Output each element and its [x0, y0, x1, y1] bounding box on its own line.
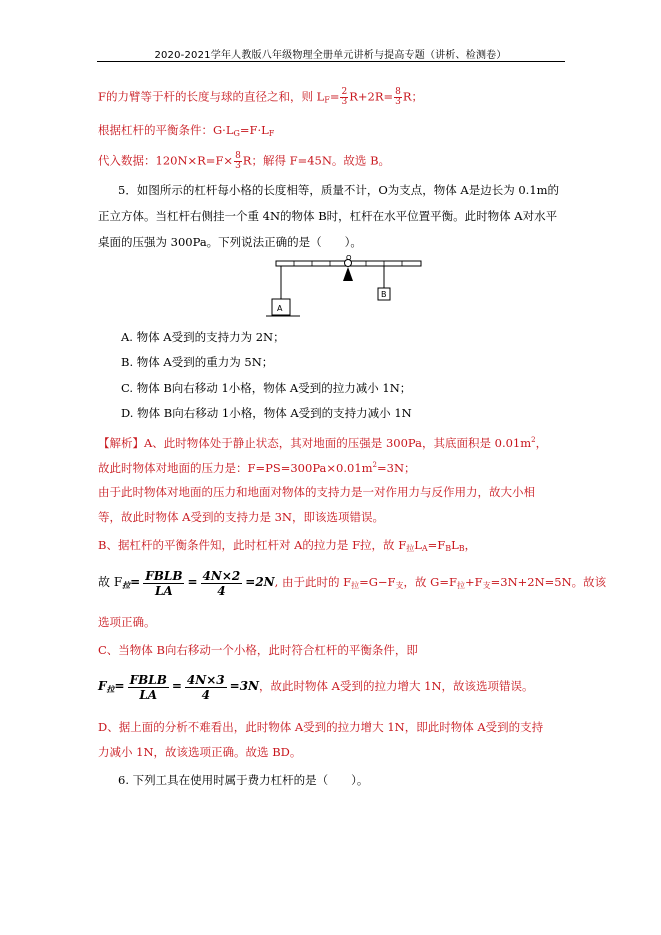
eq2-num: FBLB: [129, 672, 167, 687]
prev-line2-mid: =F·L: [239, 123, 269, 137]
eq2-num2: 4N×3: [186, 672, 225, 687]
analysis-line-2: [98, 458, 416, 475]
analysis-line-9: 力减小 1N，故该选项正确。故选 BD。: [98, 745, 302, 759]
eq1-tail-d: +F: [465, 575, 483, 589]
analysis-l5-sub4: B: [458, 544, 465, 553]
prev-line1-mid: R+2R=: [349, 89, 394, 104]
eq1-den2: 4: [217, 583, 226, 598]
analysis-l2-end: =3N；: [377, 461, 416, 475]
analysis-l2-text: 故此时物体对地面的压力是：F=PS=300Pa×0.01m: [98, 461, 373, 475]
analysis-line-1: [98, 433, 547, 450]
eq1-tail-sub3: 拉: [457, 581, 465, 590]
equation-2-line: [98, 670, 534, 705]
prev-line2-sub2: F: [268, 129, 275, 138]
eq1-equals-2: =: [187, 575, 198, 589]
pivot-label: O: [346, 255, 352, 262]
analysis-line-7: C、当物体 B向右移动一个小格，此时符合杠杆的平衡条件，即: [98, 643, 418, 657]
prev-solution-line-1: [98, 88, 423, 108]
frac-num: 8: [395, 87, 401, 97]
eq2-fraction-symbolic: [128, 673, 169, 702]
prev-line1-sub: F: [324, 95, 330, 105]
fraction-8-3: [234, 152, 242, 171]
analysis-line-4: 等，故此时物体 A受到的支持力是 3N，即该选项错误。: [98, 510, 384, 524]
eq1-sub: 拉: [122, 580, 131, 590]
eq2-fraction-numeric: [185, 673, 227, 702]
analysis-l5-d: L: [451, 538, 459, 552]
question6-line: 6. 下列工具在使用时属于费力杠杆的是（ ）。: [118, 773, 369, 787]
prev-line2-text: 根据杠杆的平衡条件：G·L: [98, 123, 234, 137]
frac-num: 8: [235, 151, 241, 161]
eq1-tail-b: =G−F: [359, 575, 396, 589]
eq2-tail: ，故此时物体 A受到的拉力增大 1N，故该选项错误。: [259, 679, 534, 693]
eq1-result: =2N: [245, 575, 275, 589]
analysis-line-3: 由于此时物体对地面的压力和地面对物体的支持力是一对作用力与反作用力，故大小相: [98, 485, 535, 499]
analysis-l5-sub2: A: [421, 544, 428, 553]
lever-figure: [266, 255, 426, 323]
option-c: C. 物体 B向右移动 1小格，物体 A受到的拉力减小 1N；: [121, 381, 412, 395]
equation-1-line: [98, 566, 606, 602]
eq2-den2: 4: [201, 687, 210, 702]
header-rule: [97, 61, 565, 62]
question5-line-1: 5．如图所示的杠杆每小格的长度相等，质量不计，O为支点，物体 A是边长为 0.1m的: [118, 183, 560, 197]
eq1-den: LA: [154, 583, 173, 598]
eq2-sub: 拉: [106, 684, 115, 694]
prev-line1-text: F的力臂等于杆的长度与球的直径之和，则 L: [98, 89, 325, 104]
page-header: 2020-2021学年人教版八年级物理全册单元讲析与提高专题（讲析、检测卷）: [154, 50, 507, 61]
prev-line3-end: R；解得 F=45N。故选 B。: [242, 153, 391, 168]
analysis-l5-a: B、据杠杆的平衡条件知，此时杠杆对 A的拉力是 F拉，故 F: [98, 538, 407, 552]
prev-line3-text: 代入数据：120N×R=F×: [98, 153, 234, 168]
option-a: A. 物体 A受到的支持力为 2N；: [121, 330, 285, 344]
eq2-equals: =: [114, 679, 125, 693]
eq1-fraction-numeric: [201, 569, 243, 598]
question5-line-3: 桌面的压强为 300Pa。下列说法正确的是（ ）。: [98, 235, 362, 249]
analysis-l1-text: 【解析】A、此时物体处于静止状态，其对地面的压强是 300Pa，其底面积是 0.01m: [98, 436, 532, 450]
prev-solution-line-2: [98, 123, 274, 141]
eq1-num: FBLB: [145, 568, 183, 583]
prev-line2-sub1: G: [233, 129, 240, 138]
eq1-tail-sub1: 拉: [351, 581, 360, 590]
eq1-tail-a: , 由于此时的 F: [274, 575, 352, 589]
eq1-tail-sub4: 支: [482, 581, 491, 590]
analysis-line-6: 选项正确。: [98, 615, 156, 629]
analysis-l1-end: ，: [535, 436, 548, 450]
analysis-line-5: [98, 538, 476, 556]
eq1-fraction-symbolic: [143, 569, 184, 598]
option-d: D. 物体 B向右移动 1小格，物体 A受到的支持力减小 1N: [121, 406, 412, 420]
analysis-l5-sub3: B: [445, 544, 452, 553]
prev-line1-eq: =: [329, 89, 340, 104]
analysis-l5-e: ，: [464, 538, 477, 552]
analysis-l5-sub1: 拉: [406, 544, 415, 553]
fulcrum: [343, 267, 353, 281]
option-b: B. 物体 A受到的重力为 5N；: [121, 355, 274, 369]
analysis-l1-sup: 2: [531, 436, 536, 444]
eq2-equals-2: =: [171, 679, 182, 693]
eq1-tail-sub2: 支: [395, 581, 404, 590]
eq2-result: =3N: [229, 679, 260, 693]
block-b-label: B: [381, 290, 387, 299]
question5-line-2: 正立方体。当杠杆右侧挂一个重 4N的物体 B时，杠杆在水平位置平衡。此时物体 A对水平: [98, 209, 558, 223]
fraction-8-3: [394, 88, 402, 107]
prev-line1-end: R；: [402, 89, 424, 104]
analysis-l5-c: =F: [427, 538, 446, 552]
analysis-l2-sup: 2: [372, 461, 378, 469]
block-a-label: A: [277, 304, 283, 313]
eq2-den: LA: [139, 687, 158, 702]
frac-den: 3: [235, 161, 241, 171]
frac-num: 2: [341, 87, 348, 97]
fraction-2-3: [340, 88, 348, 107]
analysis-line-8: D、据上面的分析不难看出，此时物体 A受到的拉力增大 1N，即此时物体 A受到的支持: [98, 720, 544, 734]
analysis-l5-b: L: [414, 538, 422, 552]
eq1-equals: =: [130, 575, 141, 589]
eq1-tail-e: =3N+2N=5N。故该: [490, 575, 607, 589]
eq1-prefix: 故 F: [98, 575, 123, 589]
frac-den: 3: [395, 97, 401, 107]
eq1-tail-c: ，故 G=F: [403, 575, 457, 589]
frac-den: 3: [341, 97, 348, 107]
prev-solution-line-3: [98, 152, 390, 171]
eq1-num2: 4N×2: [202, 568, 241, 583]
eq2-prefix: F: [98, 679, 107, 693]
